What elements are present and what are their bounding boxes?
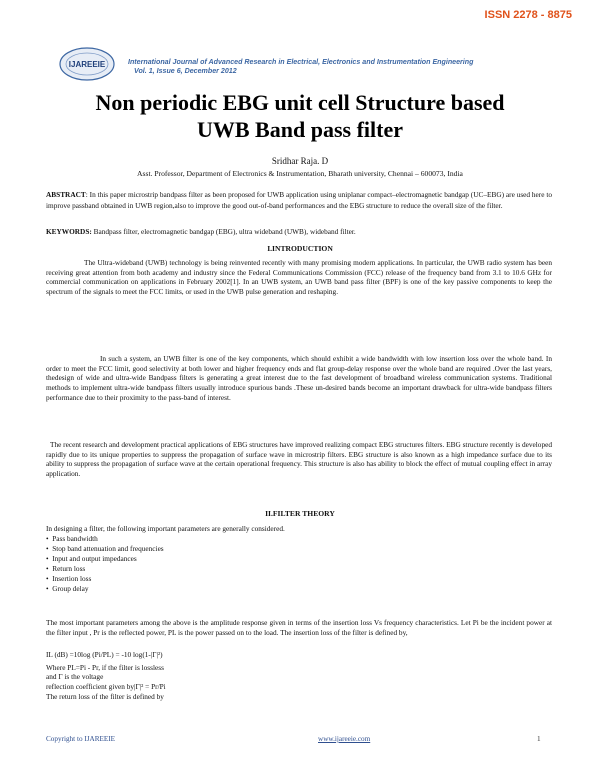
list-item: • Input and output impedances	[46, 554, 164, 564]
logo-text: IJAREEIE	[68, 60, 106, 69]
keywords-text: Bandpass filter, electromagnetic bandgap (EBG), ultra wideband (UWB), wideband filter.	[91, 227, 356, 236]
abstract	[46, 189, 552, 211]
journal-logo-icon	[57, 44, 117, 84]
section-heading-introduction: I.INTRODUCTION	[267, 244, 333, 253]
list-item: • Insertion loss	[46, 574, 164, 584]
paper-title	[30, 89, 570, 143]
abstract-text: : In this paper microstrip bandpass filter as been proposed for UWB application using uniplanar compact–electromagnetic bandgap (UC–EBG) are used here to improve passband obtained in UWB region,also to improve the good out-of-band performances and the EBG structure to reduce the overall size of the filter.	[46, 190, 552, 210]
intro-paragraph-3: The recent research and development practical applications of EBG structures have improved realizing compact EBG structures filters. EBG structure recently is developed rapidly due to its unique properties to suppress the propagation of surface wave in microstrip filters. EBG structure is also known as a high impedance surface due to its ability to suppress the propagation of surface wave at the certain operational frequency. This structure is also has ability to block the effect of mutual coupling effect in array application.	[46, 440, 552, 479]
intro-paragraph-2: In such a system, an UWB filter is one of the key components, which should exhibit a wide bandwidth with low insertion loss over the whole band. In order to meet the FCC limit, good selectivity at both lower and higher frequency ends and flat group-delay response over the whole band are required .Over the last years, thedesign of wide and ultra-wide Bandpass filters is generating a great interest due to the fast development of broadband wireless communication systems. Traditional methods to implement ultra-wide bandpass filters usually introduce spurious bands .These un-desired bands become an important drawback for ultra-wide bandpass filters performance due to their proximity to the pass-band of interest.	[46, 354, 552, 402]
list-item: • Return loss	[46, 564, 164, 574]
list-item: • Pass bandwidth	[46, 534, 164, 544]
page-number: 1	[537, 735, 541, 743]
author-name: Sridhar Raja. D	[271, 156, 329, 166]
formula-block	[46, 650, 166, 702]
filter-intro: In designing a filter, the following important parameters are generally considered.	[46, 524, 285, 533]
title-line-1: Non periodic EBG unit cell Structure based	[95, 90, 505, 115]
issn-label: ISSN 2278 - 8875	[484, 9, 572, 21]
journal-name: International Journal of Advanced Research in Electrical, Electronics and Instrumentation Engineering	[128, 58, 474, 66]
journal-url-link[interactable]: www.ijareeie.com	[318, 735, 371, 743]
reflection-coefficient-line: reflection coefficient given by|Γ|² = Pr/Pi	[46, 682, 166, 692]
title-line-2: UWB Band pass filter	[197, 117, 403, 142]
list-item: • Group delay	[46, 584, 164, 594]
filter-paragraph: The most important parameters among the above is the amplitude response given in terms of the insertion loss Vs frequency characteristics. Let Pi be the incident power at the filter input , Pr is the reflected power, PL is the power passed on to the load. The insertion loss of the filter is defined by,	[46, 618, 552, 637]
where-line: Where PL=Pi - Pr, if the filter is lossless	[46, 662, 164, 672]
intro-paragraph-1: The Ultra-wideband (UWB) technology is being reinvented recently with many promising modern applications. In particular, the UWB radio system has been receiving great attention from both academy and industry since the Federal Communications Commission (FCC) release of the frequency band from 3.1 to 10.6 GHz for commercial communication on applications in February 2002[1]. In an UWB system, an UWB band pass filter (BPF) is one of the key passive components to keep the spectrum of the signals to meet the FCC limits, or used in the UWB pulse generation and reshaping.	[46, 258, 552, 297]
keywords	[46, 227, 552, 236]
list-item: • Stop band attenuation and frequencies	[46, 544, 164, 554]
keywords-label: KEYWORDS:	[46, 227, 92, 236]
footer-copyright: Copyright to IJAREEIE	[46, 735, 116, 743]
abstract-label: ABSTRACT	[46, 190, 86, 199]
author-affiliation: Asst. Professor, Department of Electronics & Instrumentation, Bharath university, Chennai – 600073, India	[137, 169, 463, 178]
journal-header	[128, 58, 473, 75]
volume-line: Vol. 1, Issue 6, December 2012	[134, 66, 237, 75]
footer-url[interactable]	[318, 735, 370, 743]
insertion-loss-formula: IL (dB) =10log (Pi/PL) = -10 log(1-|Γ|²)	[46, 650, 163, 659]
gamma-line: and Γ is the voltage	[46, 672, 104, 682]
section-heading-filter-theory: II.FILTER THEORY	[265, 509, 335, 518]
return-loss-line: The return loss of the filter is defined by	[46, 691, 164, 701]
parameter-list	[46, 534, 164, 595]
